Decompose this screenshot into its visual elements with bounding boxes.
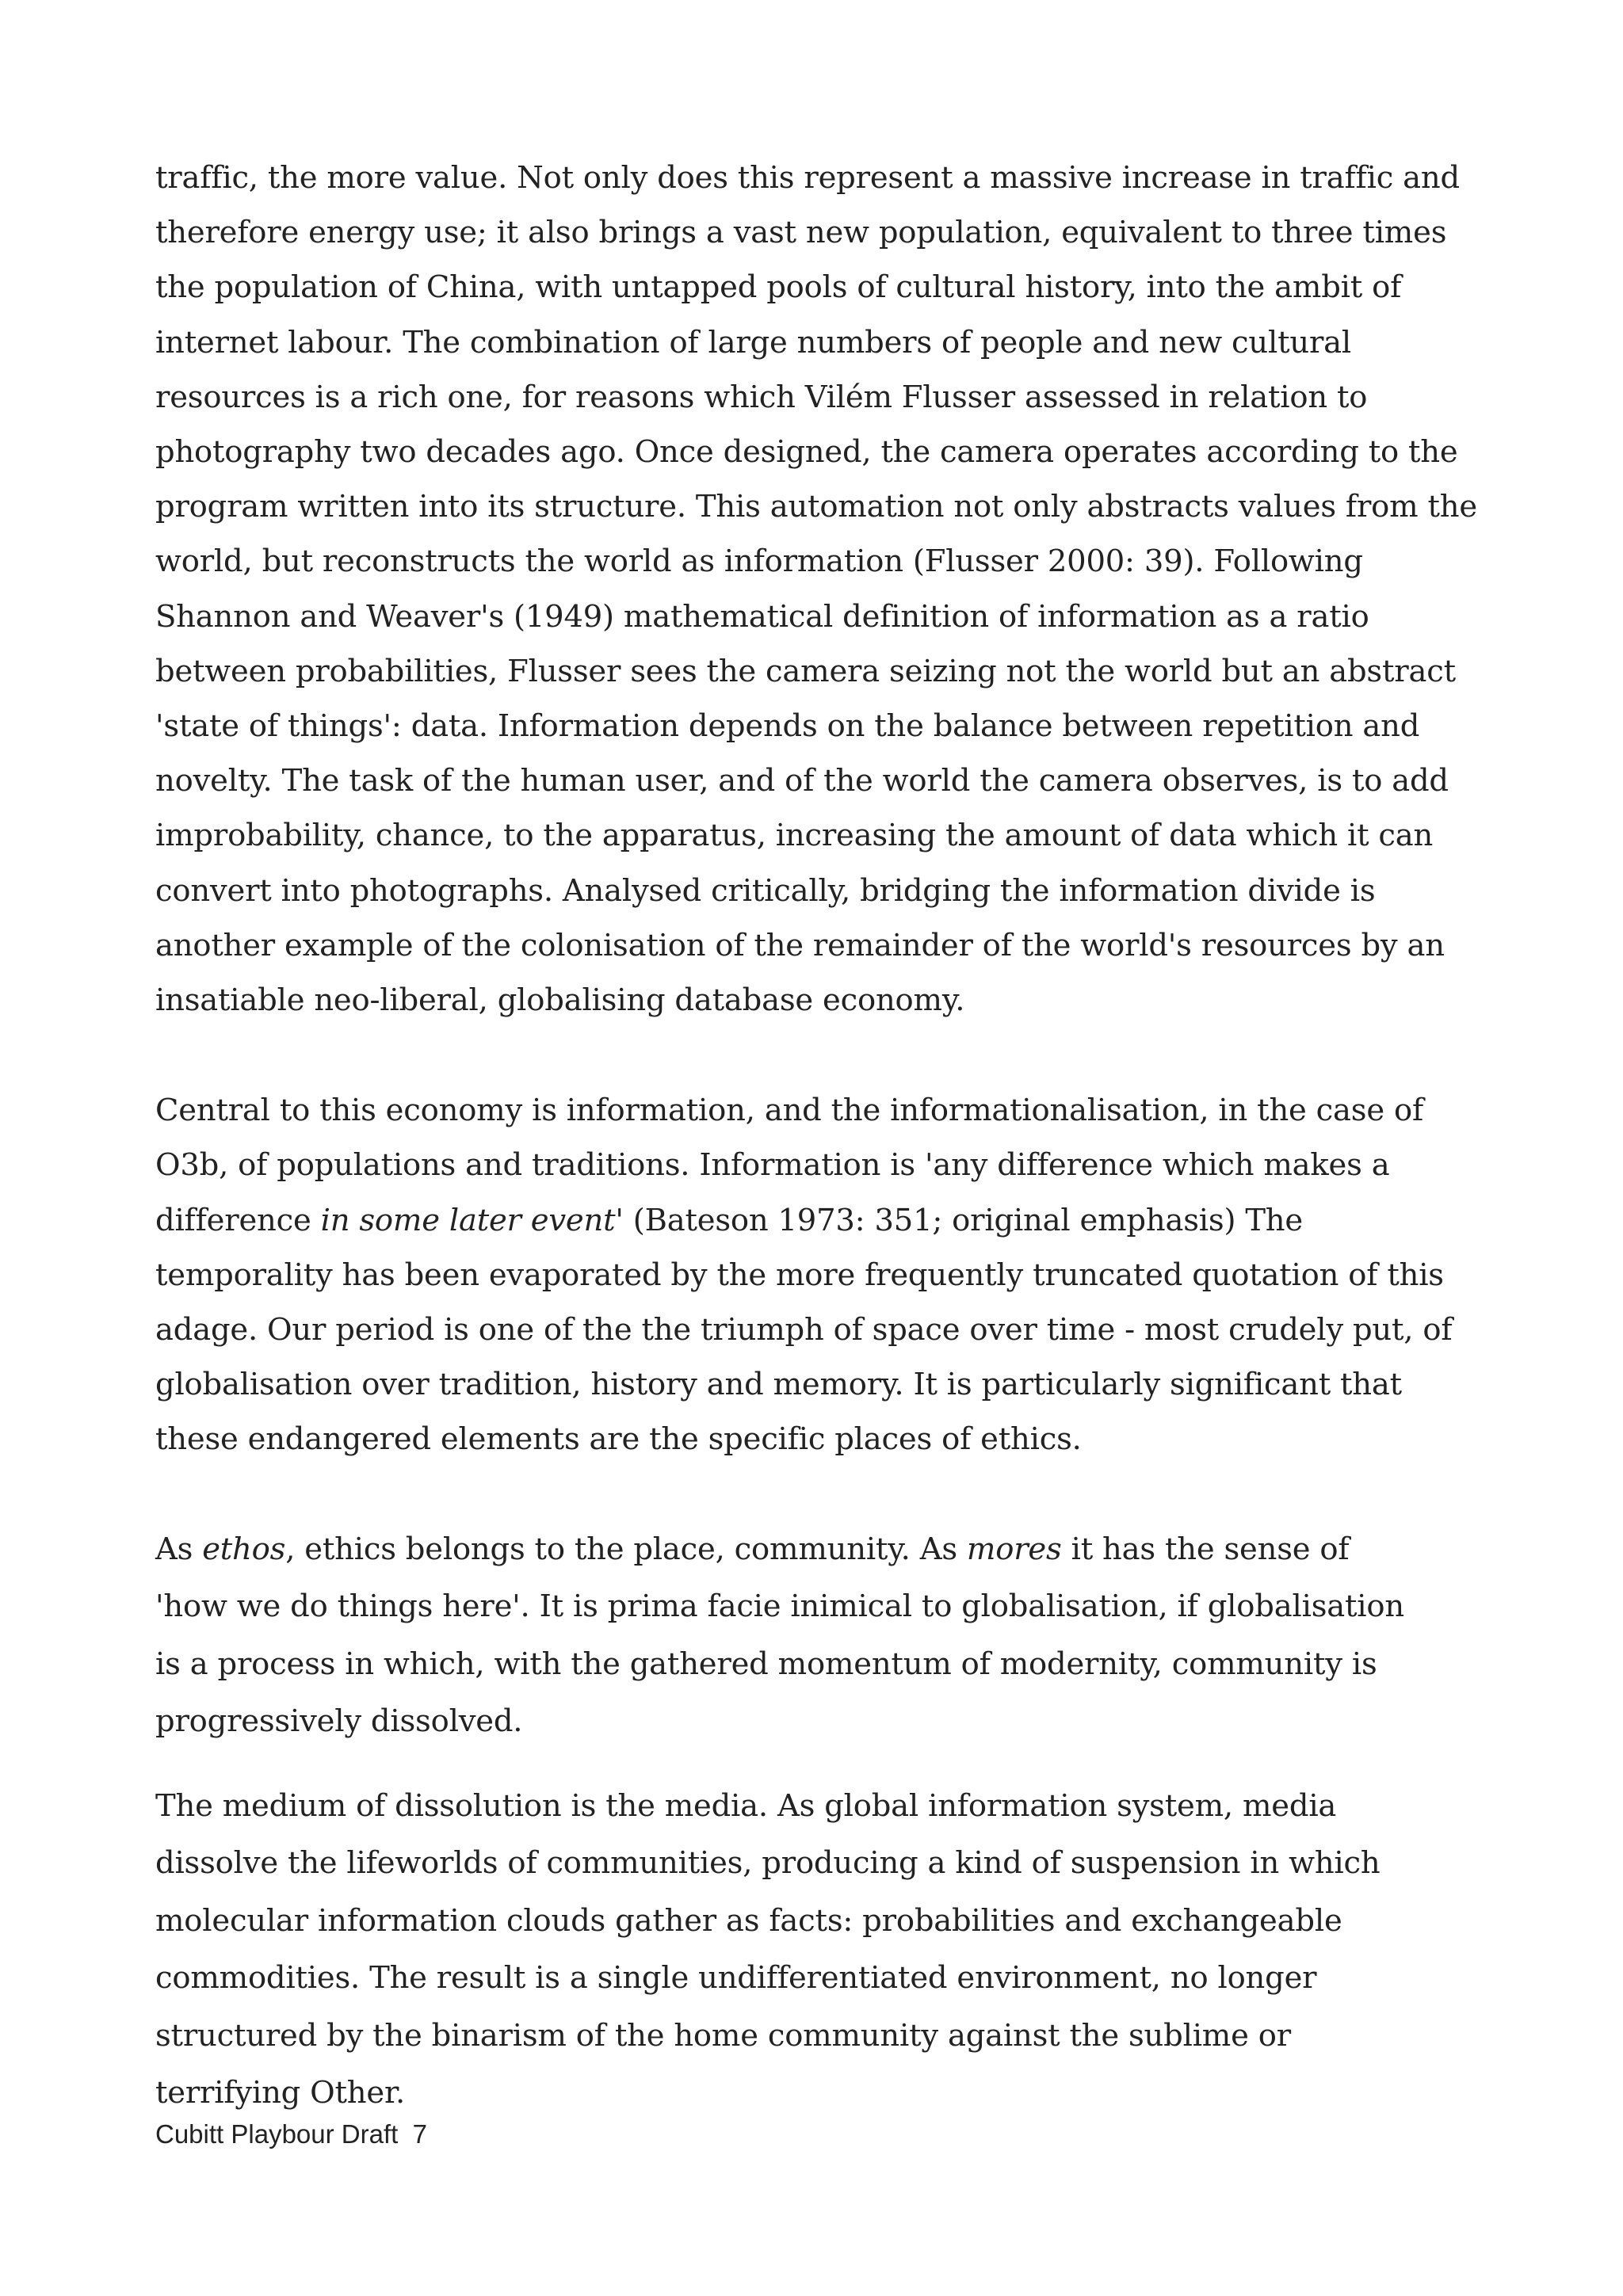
italic-ethos: ethos: [202, 1531, 286, 1567]
paragraph-text: ' (Bateson 1973: 351; original emphasis) The temporality has been evaporated by the more frequently truncated quotation of this adage. Our period is one of the the triumph of space over time - most crudely put, of globalisation over tradition, history and memory. It is particularly significant that these endangered elements are the specific places of ethics.: [155, 1202, 1453, 1458]
body-text: [155, 151, 1487, 2122]
paragraph-ethos: [155, 1521, 1407, 1751]
paragraph-text: , ethics belongs to the place, community. As: [285, 1531, 967, 1567]
footer-label: Cubitt Playbour Draft: [155, 2119, 399, 2149]
paragraph-flusser: [155, 151, 1487, 1028]
paragraph-text: As: [155, 1531, 203, 1567]
paragraph-media: [155, 1778, 1407, 2122]
italic-mores: mores: [966, 1531, 1062, 1567]
paragraph-information: [155, 1083, 1487, 1466]
page-footer: [155, 2119, 427, 2149]
paragraph-text: Central to this economy is information, and the informationalisation, in the case of O3b, of populations and traditions. Information is 'any difference which makes a difference: [155, 1093, 1423, 1238]
paragraph-text: traffic, the more value. Not only does this represent a massive increase in traffic and therefore energy use; it also brings a vast new population, equivalent to three times the population of China, with untapped pools of cultural history, into the ambit of internet labour. The combination of large numbers of people and new cultural resources is a rich one, for reasons which Vilém Flusser assessed in relation to photography two decades ago. Once designed, the camera operates according to the program written into its structure. This automation not only abstracts values from the world, but reconstructs the world as information (Flusser 2000: 39). Following Shannon and Weaver's (1949) mathematical definition of information as a ratio between probabilities, Flusser sees the camera seizing not the world but an abstract 'state of things': data. Information depends on the balance between repetition and novelty. The task of the human user, and of the world the camera observes, is to add improbability, chance, to the apparatus, increasing the amount of data which it can convert into photographs. Analysed critically, bridging the information divide is another example of the colonisation of the remainder of the world's resources by an insatiable neo-liberal, globalising database economy.: [155, 160, 1477, 1019]
italic-emphasis: in some later event: [320, 1202, 616, 1238]
paragraph-text: it has the sense of 'how we do things here'. It is prima facie inimical to globalisation, if globalisation is a process in which, with the gathered momentum of modernity, community is progressively dissolved.: [155, 1531, 1404, 1740]
paragraph-text: The medium of dissolution is the media. As global information system, media dissolve the lifeworlds of communities, producing a kind of suspension in which molecular information clouds gather as facts: probabilities and exchangeable commodities. The result is a single undifferentiated environment, no longer structured by the binarism of the home community against the sublime or terrifying Other.: [155, 1787, 1381, 2111]
page-number: 7: [412, 2119, 428, 2149]
